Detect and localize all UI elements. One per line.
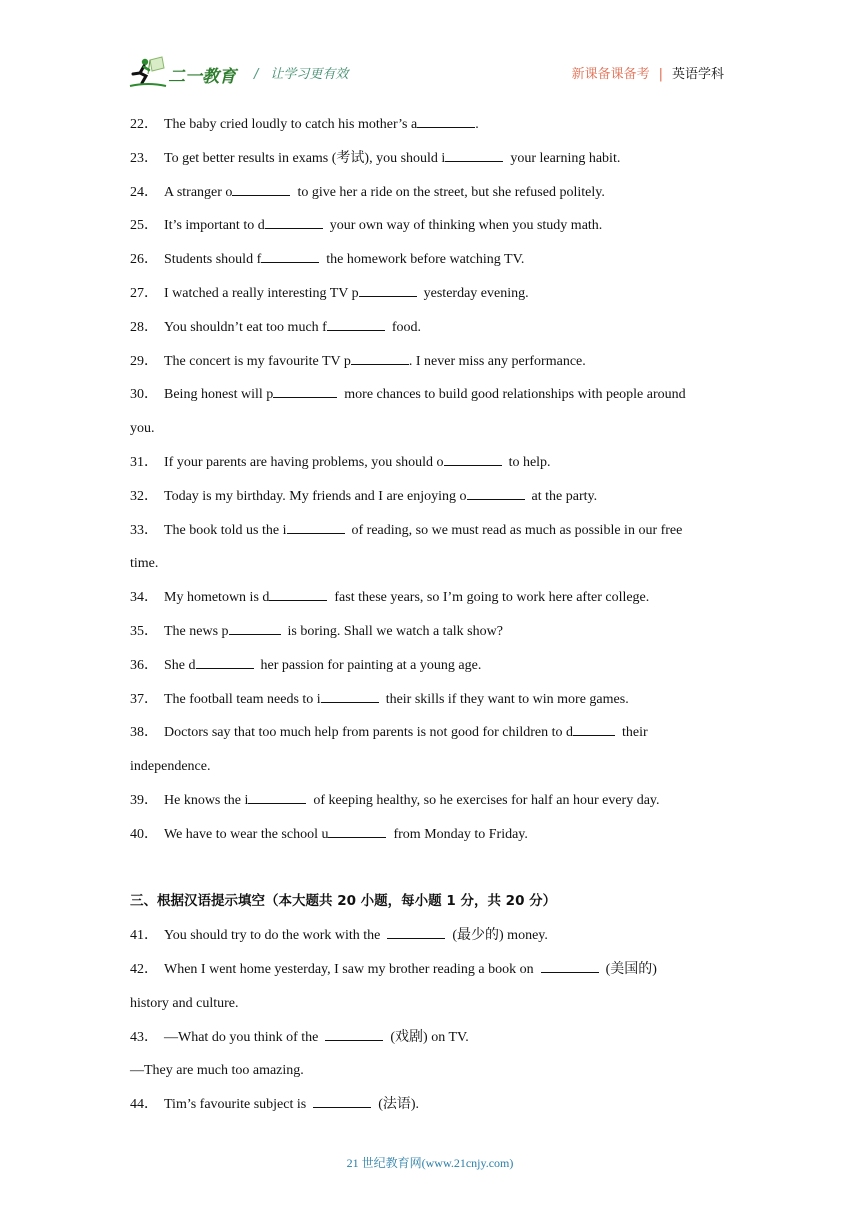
question-number: 35．	[130, 623, 158, 639]
question-text-before-blank: A stranger o	[164, 184, 233, 200]
question-number: 28．	[130, 319, 158, 335]
question-continuation: history and culture.	[130, 995, 239, 1011]
question-text-before-blank: Doctors say that too much help from parents is not good for children to d	[164, 725, 574, 741]
answer-blank[interactable]	[261, 250, 319, 263]
section-3-title: 三、根据汉语提示填空（本大题共 20 小题，每小题 1 分，共 20 分）	[130, 893, 557, 910]
question-text-before-blank: Today is my birthday. My friends and I are enjoying o	[164, 488, 467, 504]
question-text-after-blank: from Monday to Friday.	[386, 826, 528, 842]
question-text-before-blank: The news p	[164, 623, 229, 639]
answer-blank[interactable]	[269, 588, 327, 601]
question-text-before-blank: We have to wear the school u	[164, 826, 329, 842]
question-text-after-blank: to help.	[501, 454, 551, 470]
question-text-after-blank: (最少的) money.	[445, 928, 548, 944]
answer-blank[interactable]	[328, 825, 386, 838]
question-text-before-blank: Tim’s favourite subject is	[164, 1097, 314, 1113]
answer-blank[interactable]	[248, 791, 306, 804]
question-number: 31．	[130, 454, 158, 470]
question-number: 26．	[130, 252, 158, 268]
question-item	[130, 615, 730, 649]
question-text-after-blank: your own way of thinking when you study math.	[322, 218, 603, 234]
question-text-after-blank: .	[475, 117, 479, 132]
question-item	[130, 142, 730, 176]
question-text-before-blank: Being honest will p	[164, 387, 274, 403]
question-number: 43．	[130, 1029, 158, 1045]
question-continuation: time.	[130, 556, 159, 572]
question-number: 42．	[130, 961, 158, 977]
question-text-after-blank: your learning habit.	[503, 150, 621, 166]
question-number: 25．	[130, 218, 158, 234]
question-text-before-blank: The football team needs to i	[164, 691, 321, 707]
question-text-after-blank: their	[615, 725, 648, 741]
question-text-before-blank: If your parents are having problems, you should o	[164, 454, 444, 470]
question-number: 37．	[130, 691, 158, 707]
header-separator: |	[658, 67, 663, 82]
question-item	[130, 311, 730, 345]
answer-blank[interactable]	[313, 1095, 371, 1108]
question-text-after-blank: (戏剧) on TV.	[383, 1029, 469, 1045]
answer-blank[interactable]	[287, 521, 345, 534]
question-item	[130, 209, 730, 243]
question-text-after-blank: at the party.	[524, 488, 598, 504]
question-item	[130, 345, 730, 379]
question-text-after-blank: of keeping healthy, so he exercises for half an hour every day.	[306, 792, 660, 808]
question-number: 29．	[130, 353, 158, 369]
question-item	[130, 1021, 730, 1055]
question-number: 39．	[130, 792, 158, 808]
question-text-before-blank: The concert is my favourite TV p	[164, 353, 351, 369]
question-item	[130, 581, 730, 615]
logo	[128, 56, 244, 90]
question-item	[130, 176, 730, 210]
question-number: 36．	[130, 657, 158, 673]
question-text-after-blank: more chances to build good relationships with people around	[337, 387, 686, 403]
answer-blank[interactable]	[444, 453, 502, 466]
logo-text: 二一教育	[168, 67, 236, 87]
question-number: 32．	[130, 488, 158, 504]
document-body	[130, 108, 730, 1122]
question-text-before-blank: It’s important to d	[164, 218, 265, 234]
question-item	[130, 683, 730, 717]
question-item	[130, 108, 730, 142]
question-text-after-blank: (美国的)	[598, 961, 657, 977]
question-item	[130, 919, 730, 953]
answer-blank[interactable]	[467, 487, 525, 500]
question-continuation: —They are much too amazing.	[130, 1063, 304, 1079]
question-text-before-blank: My hometown is d	[164, 590, 270, 606]
question-text-after-blank: their skills if they want to win more games.	[378, 691, 629, 707]
question-number: 40．	[130, 826, 158, 842]
question-number: 22．	[130, 117, 158, 132]
question-text-before-blank: She d	[164, 657, 196, 673]
question-number: 38．	[130, 725, 158, 741]
question-text-after-blank: the homework before watching TV.	[319, 252, 525, 268]
answer-blank[interactable]	[359, 284, 417, 297]
question-number: 24．	[130, 184, 158, 200]
question-text-before-blank: When I went home yesterday, I saw my brother reading a book on	[164, 961, 541, 977]
question-item	[130, 784, 730, 818]
question-text-before-blank: To get better results in exams (考试), you should i	[164, 150, 446, 166]
answer-blank[interactable]	[325, 1028, 383, 1041]
question-item	[130, 514, 730, 548]
question-number: 44．	[130, 1097, 158, 1113]
answer-blank[interactable]	[229, 622, 281, 635]
question-text-before-blank: I watched a really interesting TV p	[164, 285, 359, 301]
running-man-icon	[128, 56, 168, 90]
answer-blank[interactable]	[321, 690, 379, 703]
question-text-before-blank: You shouldn’t eat too much f	[164, 319, 327, 335]
question-text-before-blank: Students should f	[164, 252, 262, 268]
question-number: 27．	[130, 285, 158, 301]
question-text-after-blank: . I never miss any performance.	[408, 353, 586, 369]
answer-blank[interactable]	[265, 216, 323, 229]
question-item	[130, 953, 730, 987]
question-text-after-blank: to give her a ride on the street, but she refused politely.	[290, 184, 605, 200]
question-number: 34．	[130, 590, 158, 606]
answer-blank[interactable]	[351, 352, 409, 365]
question-text-before-blank: The book told us the i	[164, 522, 287, 538]
question-item	[130, 480, 730, 514]
answer-blank[interactable]	[541, 960, 599, 973]
question-item	[130, 378, 730, 412]
question-continuation: you.	[130, 421, 155, 437]
course-label: 新课备课备考	[571, 67, 650, 82]
question-text-before-blank: —What do you think of the	[164, 1029, 326, 1045]
question-text-after-blank: is boring. Shall we watch a talk show?	[280, 623, 503, 639]
question-text-before-blank: The baby cried loudly to catch his mother’s a	[164, 117, 418, 132]
question-text-before-blank: You should try to do the work with the	[164, 928, 388, 944]
answer-blank[interactable]	[387, 926, 445, 939]
section-spacer	[130, 852, 730, 886]
subject-label: 英语学科	[671, 67, 724, 82]
answer-blank[interactable]	[232, 183, 290, 196]
answer-blank[interactable]	[196, 656, 254, 669]
question-item	[130, 1088, 730, 1122]
question-continuation: independence.	[130, 759, 211, 775]
chinese-hint-fill-in-questions	[130, 919, 730, 1122]
question-item	[130, 446, 730, 480]
question-text-after-blank: (法语).	[371, 1097, 420, 1113]
question-item	[130, 277, 730, 311]
question-number: 30．	[130, 387, 158, 403]
header-subject-info	[572, 63, 724, 82]
question-text-after-blank: of reading, so we must read as much as possible in our free	[344, 522, 683, 538]
page-header	[128, 56, 728, 92]
slogan-text: 让学习更有效	[270, 67, 349, 82]
vocabulary-fill-in-questions	[130, 108, 730, 852]
question-item	[130, 649, 730, 683]
question-number: 23．	[130, 150, 158, 166]
answer-blank[interactable]	[445, 149, 503, 162]
question-text-after-blank: food.	[384, 319, 421, 335]
question-text-after-blank: her passion for painting at a young age.	[253, 657, 482, 673]
slogan	[254, 63, 348, 82]
answer-blank[interactable]	[327, 318, 385, 331]
answer-blank[interactable]	[273, 385, 337, 398]
answer-blank[interactable]	[417, 115, 475, 128]
question-text-after-blank: yesterday evening.	[416, 285, 529, 301]
question-text-after-blank: fast these years, so I’m going to work here after college.	[327, 590, 650, 606]
question-item	[130, 243, 730, 277]
question-text-before-blank: He knows the i	[164, 792, 249, 808]
question-number: 41．	[130, 928, 158, 944]
question-number: 33．	[130, 522, 158, 538]
slogan-slash: /	[254, 67, 259, 82]
question-item	[130, 818, 730, 852]
footer-source[interactable]: 21 世纪教育网(www.21cnjy.com)	[346, 1156, 514, 1170]
answer-blank[interactable]	[573, 723, 615, 736]
question-item	[130, 716, 730, 750]
